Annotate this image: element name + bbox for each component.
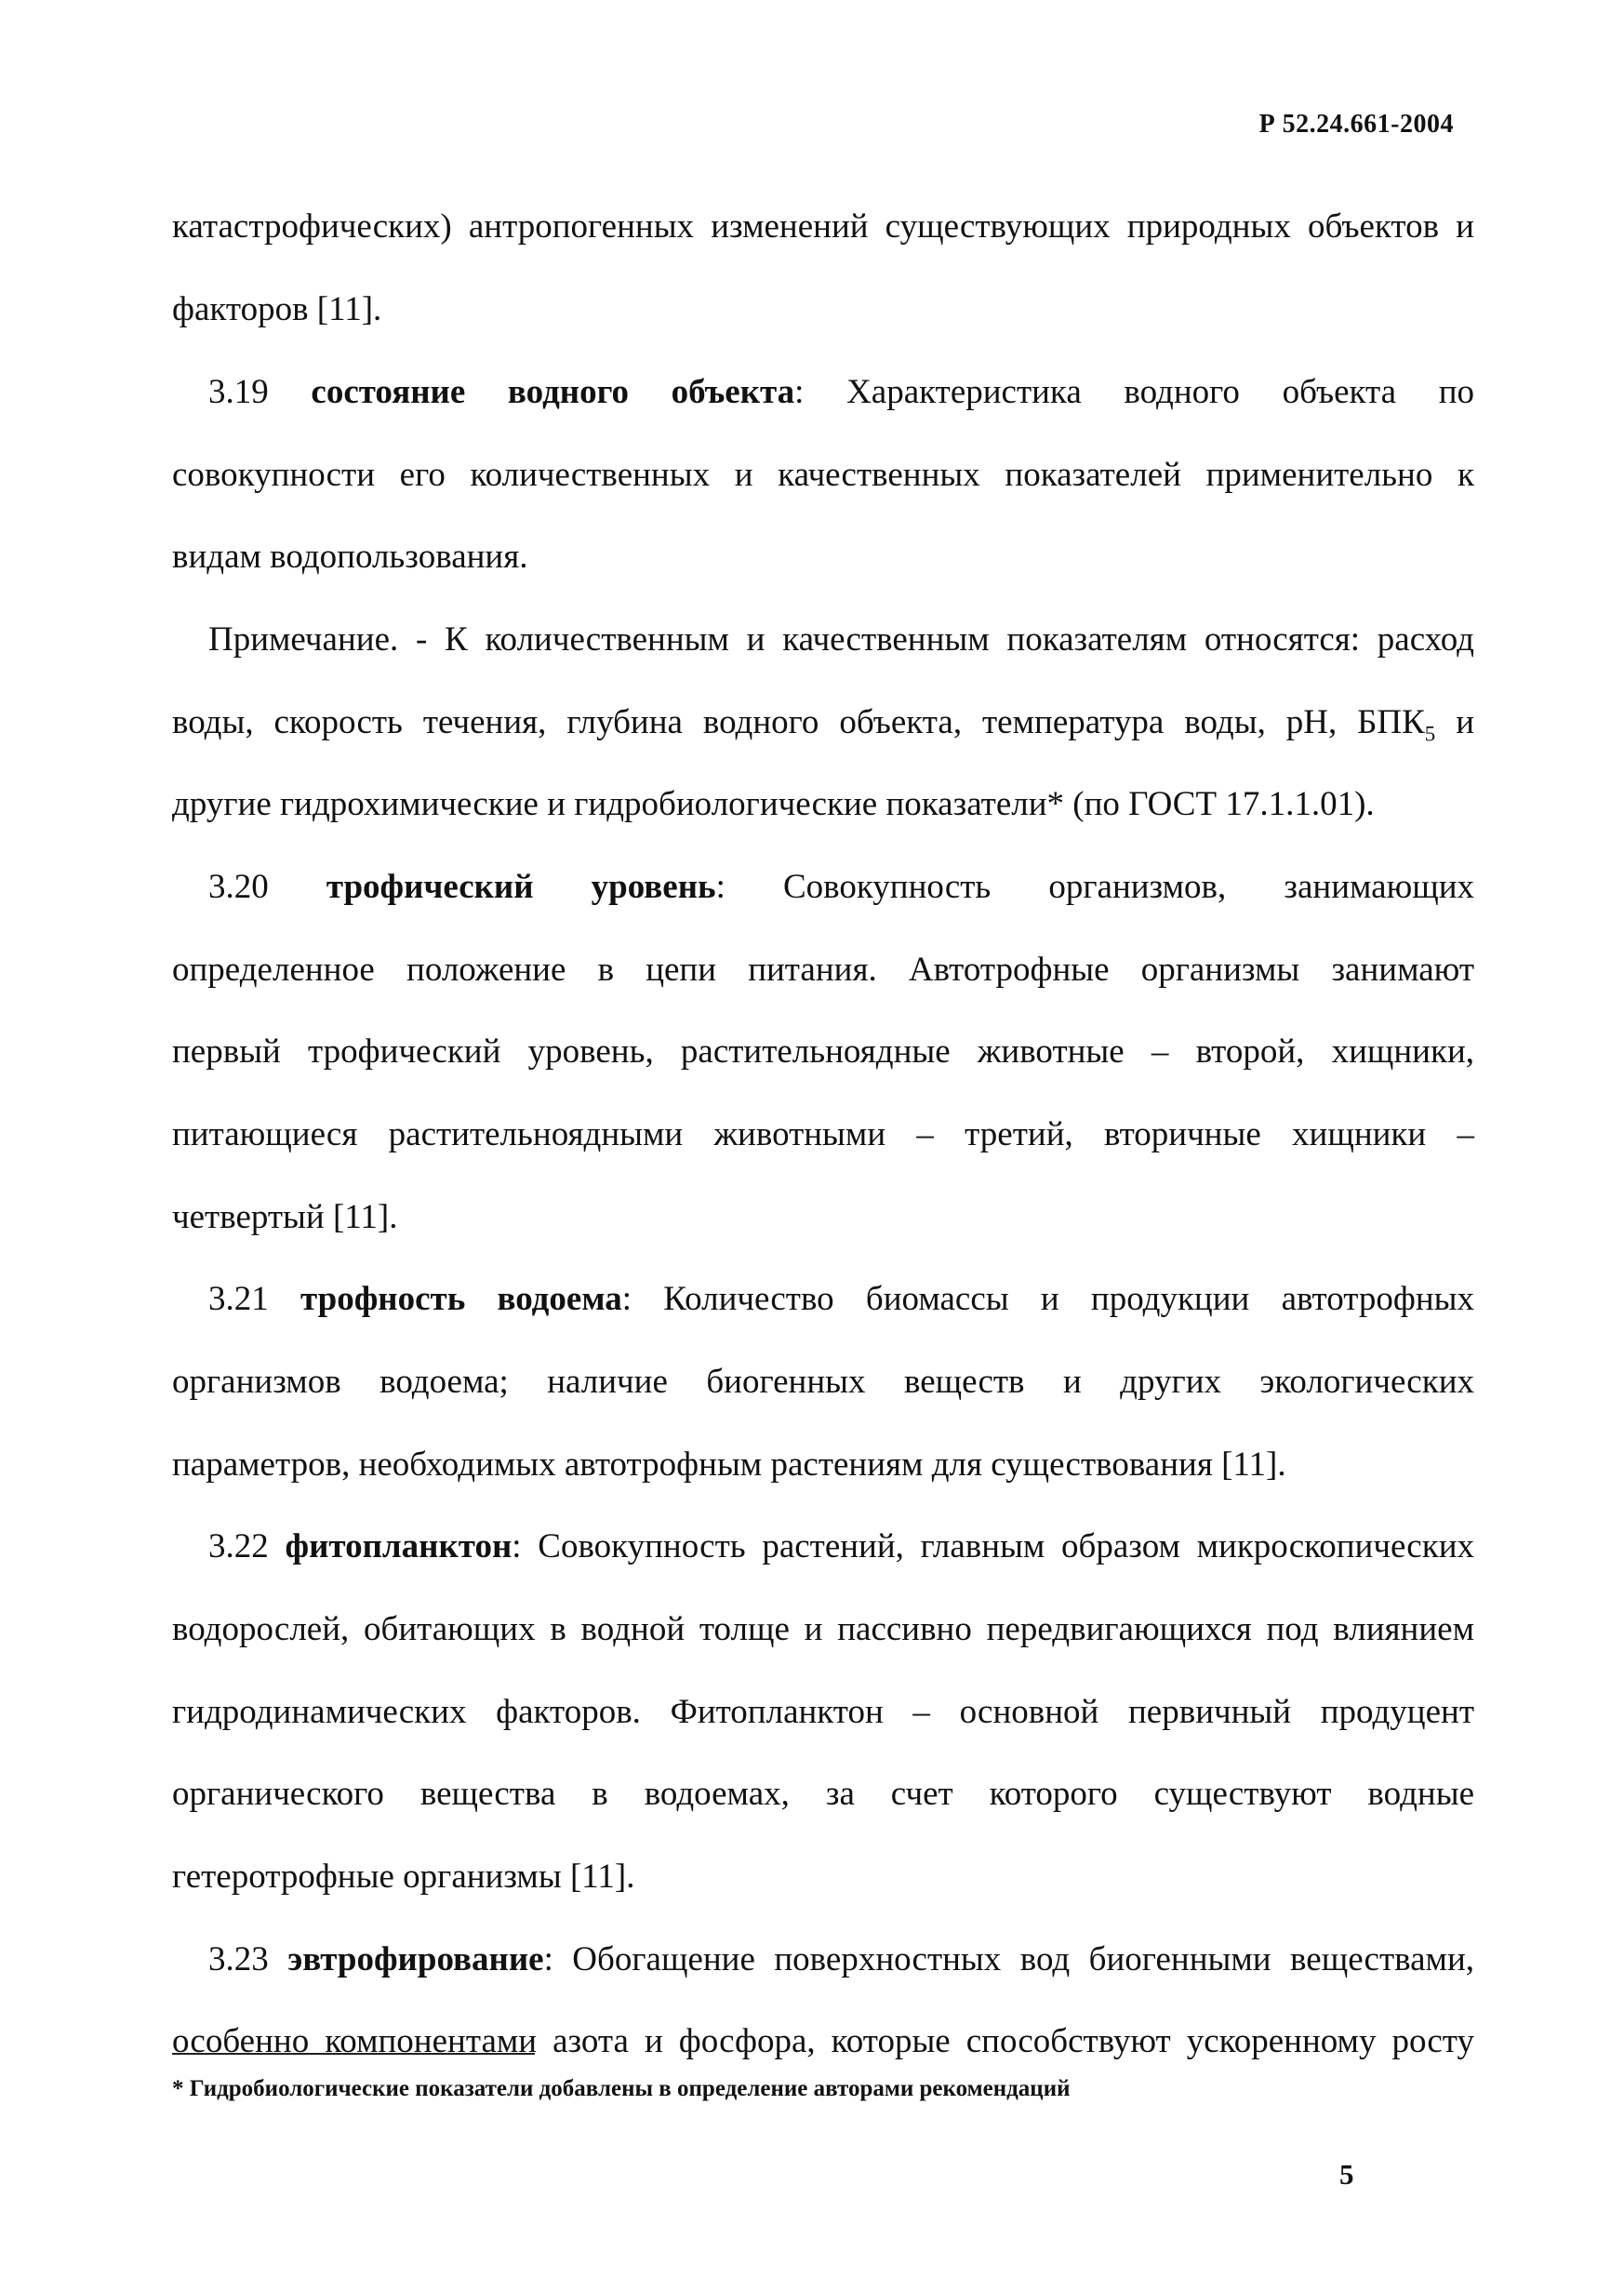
subscript: 5 xyxy=(1424,722,1436,746)
text-line: органического вещества в водоемах, за счет которого существуют водные xyxy=(172,1775,1474,1813)
text-line: питающиеся растительноядными животными – третий, вторичные хищники – xyxy=(172,1115,1474,1153)
text-line: факторов [11]. xyxy=(172,290,382,328)
definition-term: трофический уровень xyxy=(326,868,716,906)
document-code: Р 52.24.661-2004 xyxy=(1258,110,1454,139)
text-line: четвертый [11]. xyxy=(172,1198,398,1236)
definition-text: : Обогащение поверхностных вод биогенными веществами, xyxy=(543,1940,1475,1978)
text-line: совокупности его количественных и качественных показателей применительно к xyxy=(172,456,1474,494)
definition-text: : Совокупность растений, главным образом микроскопических xyxy=(512,1527,1474,1565)
text-line: параметров, необходимых автотрофным растениям для существования [11]. xyxy=(172,1445,1286,1484)
definition-number: 3.20 xyxy=(208,868,269,906)
text-line: другие гидрохимические и гидробиологические показатели* (по ГОСТ 17.1.1.01). xyxy=(172,785,1375,823)
text-line: гетеротрофные организмы [11]. xyxy=(172,1858,635,1896)
note-line: Примечание. - К количественным и качественным показателям относятся: расход xyxy=(208,620,1474,659)
definition-3-23 xyxy=(208,1939,1474,1980)
page-number: 5 xyxy=(1339,2158,1354,2191)
footnote: * Гидробиологические показатели добавлены в определение авторами рекомендаций xyxy=(172,2076,1071,2101)
definition-3-21 xyxy=(208,1279,1474,1320)
text-fragment: и xyxy=(1435,703,1474,741)
definition-text: : Характеристика водного объекта по xyxy=(794,373,1475,411)
definition-number: 3.21 xyxy=(208,1280,269,1318)
text-line: водорослей, обитающих в водной толще и пассивно передвигающихся под влиянием xyxy=(172,1610,1474,1648)
text-line: особенно компонентами азота и фосфора, которые способствуют ускоренному росту xyxy=(172,2022,1474,2060)
definition-text: : Совокупность организмов, занимающих xyxy=(715,868,1475,906)
definition-text: : Количество биомассы и продукции автотрофных xyxy=(621,1280,1474,1318)
text-line: видам водопользования. xyxy=(172,538,528,576)
definition-3-20 xyxy=(208,867,1474,908)
definition-number: 3.23 xyxy=(208,1940,269,1978)
text-line: гидродинамических факторов. Фитопланктон – основной первичный продуцент xyxy=(172,1693,1474,1731)
text-line: первый трофический уровень, растительноядные животные – второй, хищники, xyxy=(172,1032,1474,1071)
text-line: определенное положение в цепи питания. Автотрофные организмы занимают xyxy=(172,951,1474,989)
text-line: катастрофических) антропогенных изменений существующих природных объектов и xyxy=(172,207,1474,246)
definition-term: состояние водного объекта xyxy=(311,373,795,411)
definition-term: фитопланктон xyxy=(285,1527,512,1565)
definition-term: трофность водоема xyxy=(300,1280,622,1318)
text-line xyxy=(172,702,1474,746)
definition-3-19 xyxy=(208,372,1474,413)
definition-term: эвтрофирование xyxy=(287,1940,544,1978)
definition-number: 3.19 xyxy=(208,373,269,411)
definition-number: 3.22 xyxy=(208,1527,269,1565)
footnote-divider xyxy=(172,2053,535,2055)
text-fragment: воды, скорость течения, глубина водного объекта, температура воды, pH, БПК xyxy=(172,703,1425,741)
definition-3-22 xyxy=(208,1526,1474,1567)
text-line: организмов водоема; наличие биогенных веществ и других экологических xyxy=(172,1363,1474,1401)
